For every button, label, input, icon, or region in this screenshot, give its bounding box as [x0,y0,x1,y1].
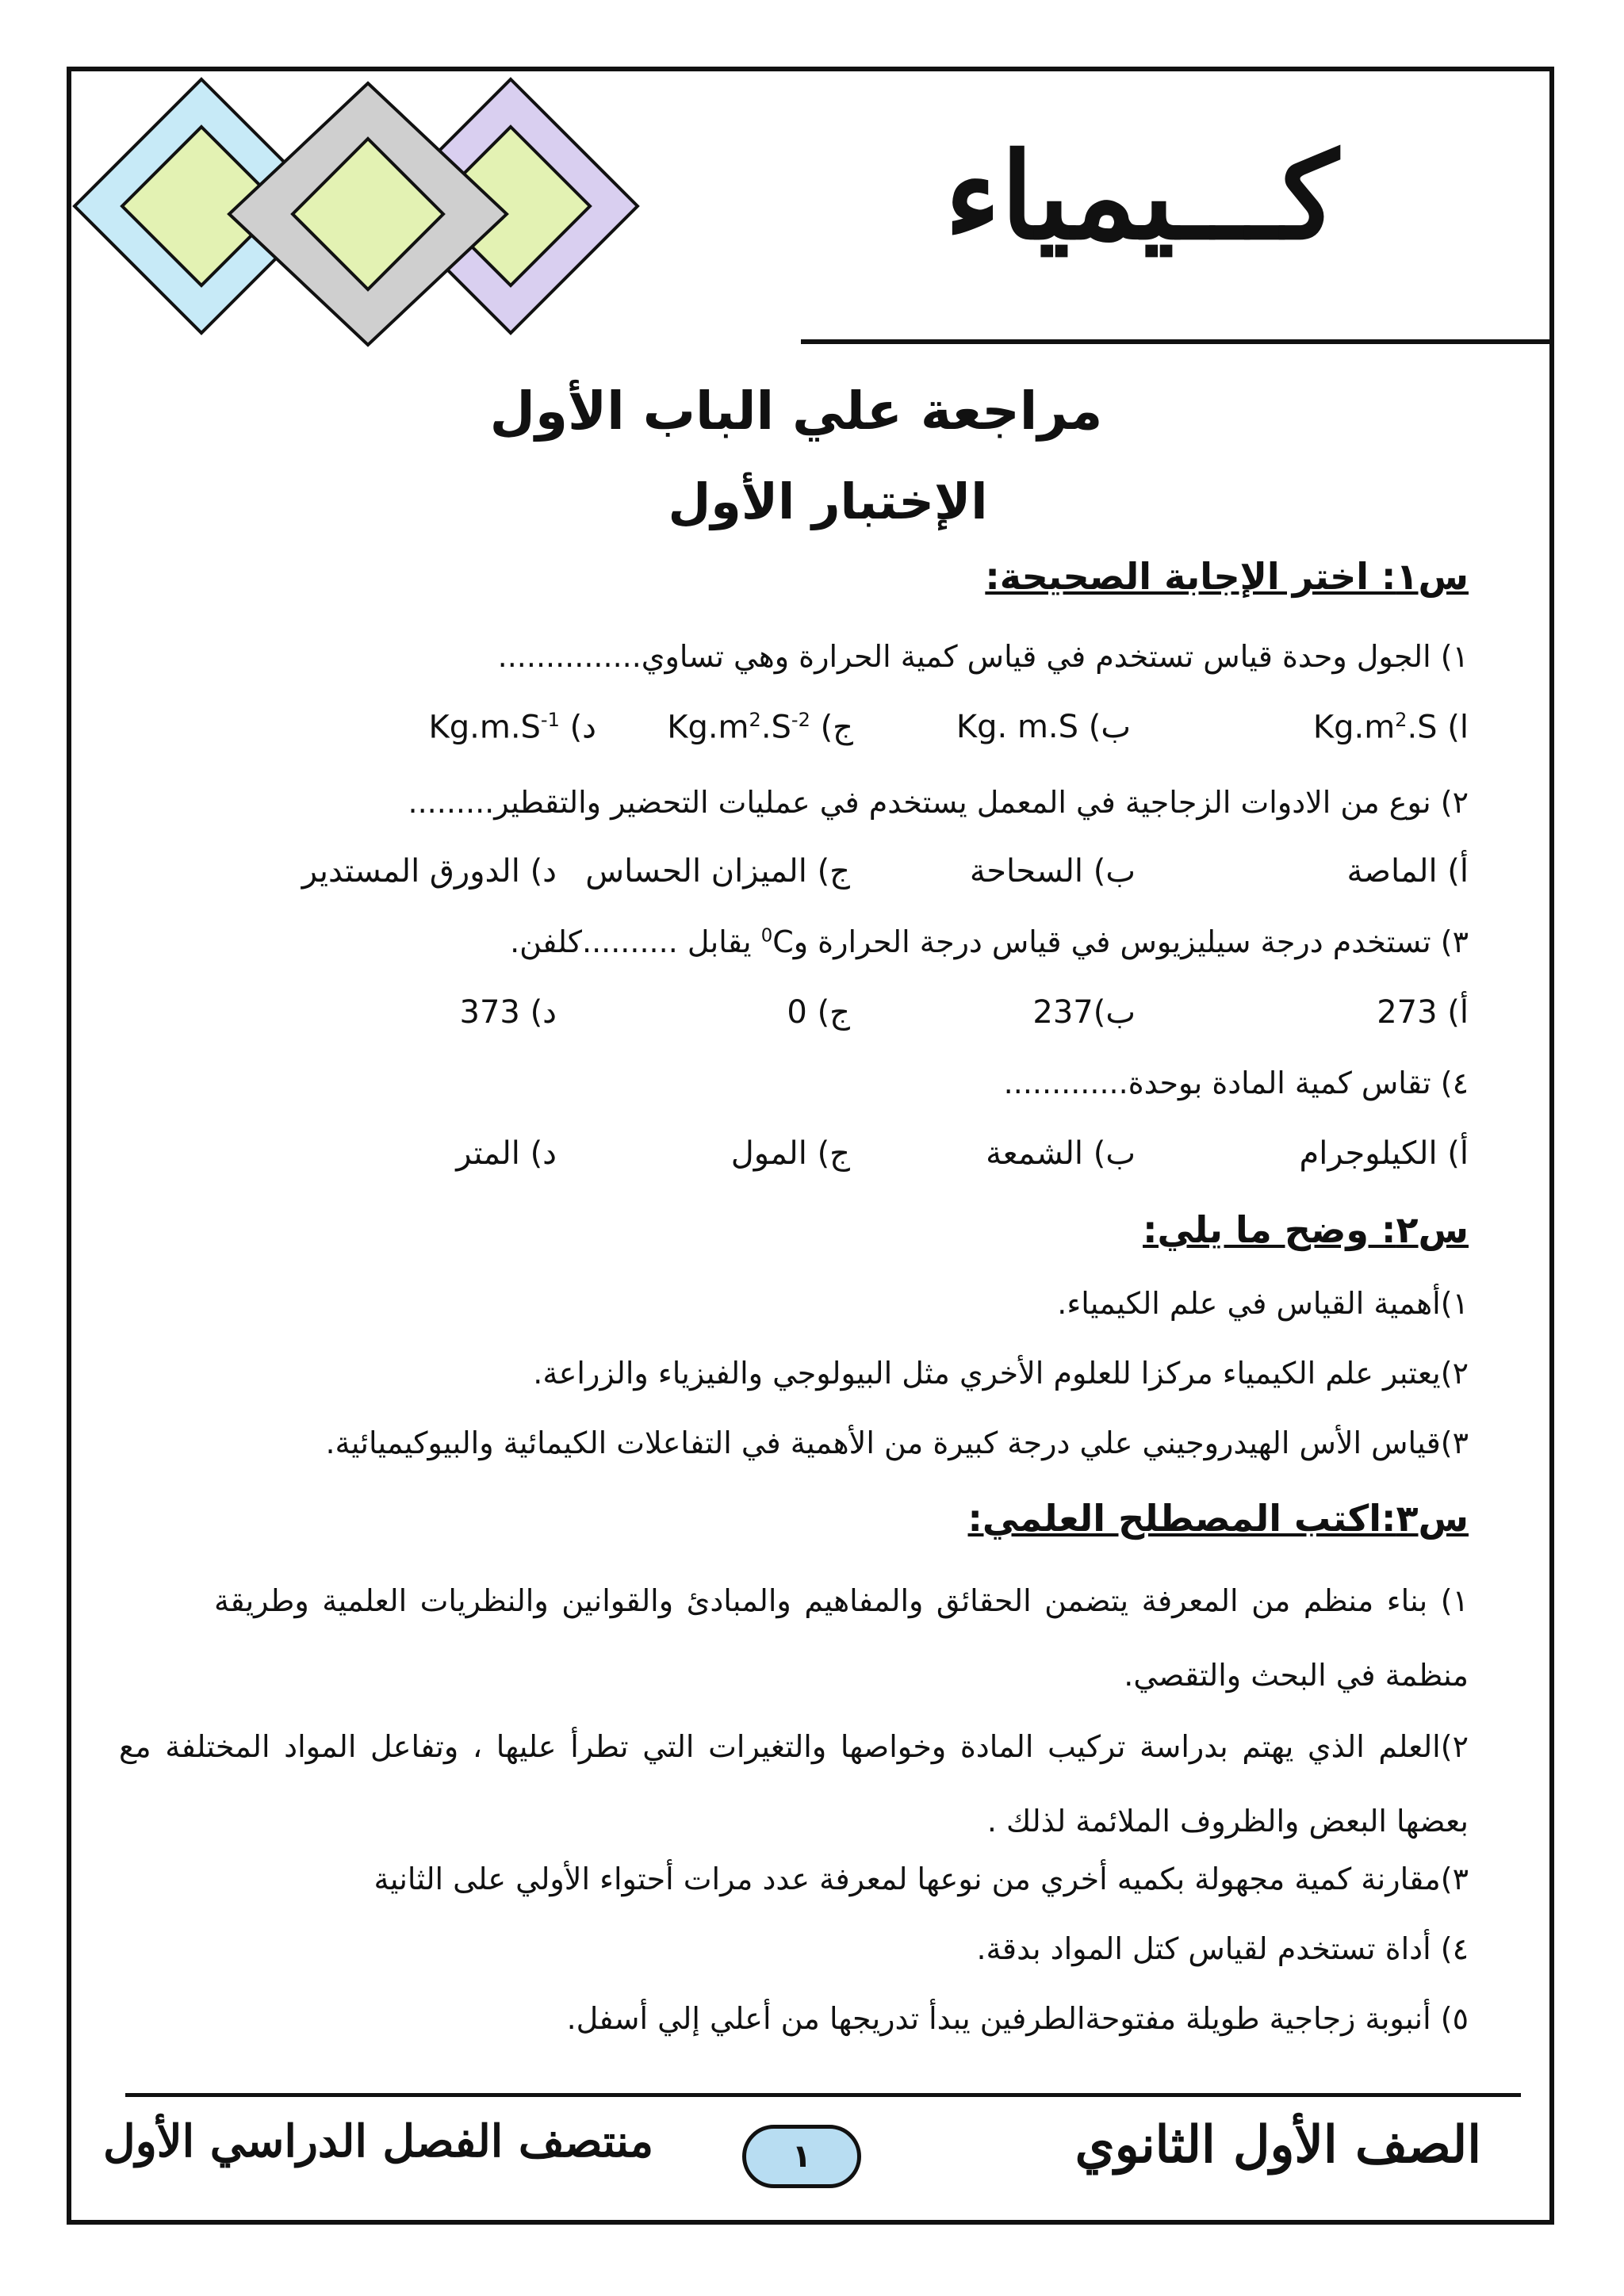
page-number-badge: ١ [742,2125,861,2188]
page-title: مراجعة علي الباب الأول [489,381,1103,442]
q2-item-3: ٣)قياس الأس الهيدروجيني علي درجة كبيرة من الأهمية في التفاعلات الكيمائية والبيوكيميائية. [325,1425,1469,1460]
page-subtitle: الإختبار الأول [668,473,988,530]
q1-item-3-option-a: أ) 273 [1377,994,1469,1031]
footer-term: منتصف الفصل الدراسي الأول [103,2115,654,2168]
q2-heading: س٢: وضح ما يلي: [1143,1208,1469,1251]
q1-item-4-option-d: د) المتر [456,1135,557,1172]
q1-item-1-option-a: ا) $Kg.m^2.S$ [1312,709,1469,746]
q1-item-3-option-b: ب)237 [1032,994,1136,1031]
q1-item-4-options [238,1135,1469,1183]
q1-item-1-option-c: ج) $Kg.m^2.S^{-2}$ [667,709,853,746]
q1-item-1: ١) الجول وحدة قياس تستخدم في قياس كمية الحرارة وهي تساوي............... [497,639,1469,674]
q1-item-2-option-d: د) الدورق المستدير [301,853,557,890]
diamond-decoration [67,71,701,357]
subject-title: كـــيمياء [944,127,1339,266]
q1-item-3-options [238,994,1469,1042]
q1-item-4-option-a: أ) الكيلوجرام [1299,1135,1469,1172]
diamond-gray [229,83,507,345]
q1-item-2-option-b: ب) السحاحة [969,853,1136,890]
q3-heading: س٣:اكتب المصطلح العلمي: [967,1497,1469,1540]
q3-item-5: ٥) أنبوبة زجاجية طويلة مفتوحةالطرفين يبدأ تدريجها من أعلي إلي أسفل. [566,2001,1469,2036]
q1-item-1-option-d: د) $Kg.m.S^{-1}$ [428,709,596,746]
q3-item-3: ٣)مقارنة كمية مجهولة بكميه أخري من نوعها لمعرفة عدد مرات أحتواء الأولي على الثانية [373,1862,1469,1896]
q3-item-2: ٢)العلم الذي يهتم بدراسة تركيب المادة وخواصها والتغيرات التي تطرأ عليها ، وتفاعل المواد المختلفة مع بعضها البعض والظروف الملائمة لذلك . [119,1729,1469,1839]
q1-item-2: ٢) نوع من الادوات الزجاجية في المعمل يستخدم في عمليات التحضير والتقطير......... [408,785,1469,820]
q2-item-1: ١)أهمية القياس في علم الكيمياء. [1057,1286,1469,1321]
q1-item-2-option-a: أ) الماصة [1346,853,1469,890]
q3-item-4: ٤) أداة تستخدم لقياس كتل المواد بدقة. [976,1931,1469,1966]
q1-item-2-option-c: ج) الميزان الحساس [585,853,850,890]
q2-item-2: ٢)يعتبر علم الكيمياء مركزا للعلوم الأخري مثل البيولوجي والفيزياء والزراعة. [533,1356,1469,1391]
q1-item-4-option-c: ج) المول [730,1135,850,1172]
q3-item-1: ١) بناء منظم من المعرفة يتضمن الحقائق والمفاهيم والمبادئ والقوانين والنظريات العلمية وطريقة منظمة في البحث والتقصي. [214,1583,1469,1693]
q1-item-4-option-b: ب) الشمعة [986,1135,1136,1172]
q1-item-1-options [238,709,1469,756]
footer-divider [125,2093,1521,2097]
q1-item-3: ٣) تستخدم درجة سيليزيوس في قياس درجة الحرارة و$^0$C يقابل ..........كلفن. [510,924,1469,959]
q1-item-2-options [238,853,1469,901]
q1-item-3-option-c: ج) 0 [787,994,850,1031]
footer-grade: الصف الأول الثانوي [1074,2115,1481,2175]
q1-item-3-option-d: د) 373 [459,994,557,1031]
q1-item-4: ٤) تقاس كمية المادة بوحدة............. [1003,1066,1469,1100]
q1-heading: س١: اختر الإجابة الصحيحة: [985,555,1469,598]
header-divider [801,339,1549,344]
q1-item-1-option-b: ب) Kg. m.S [956,709,1131,745]
